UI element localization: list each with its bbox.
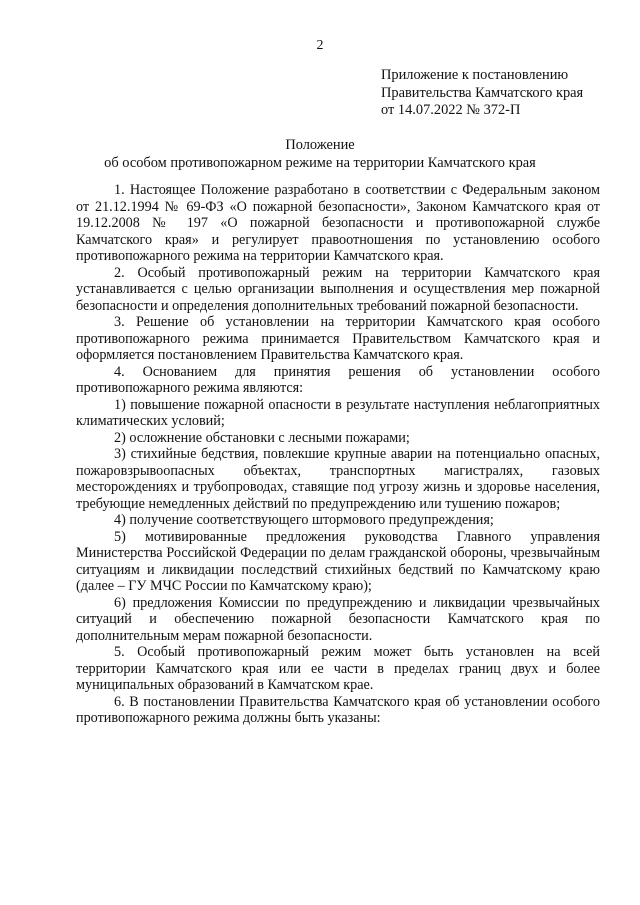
document-title <box>0 137 640 172</box>
paragraph: 4. Основанием для принятия решения об установлении особого противопожарного режима являются: <box>76 363 600 396</box>
paragraph: 2) осложнение обстановки с лесными пожарами; <box>114 429 410 446</box>
appendix-line-2: Правительства Камчатского края <box>381 84 584 101</box>
page-number: 2 <box>316 38 324 53</box>
document-body <box>76 182 600 727</box>
appendix-line-1: Приложение к постановлению <box>381 67 569 83</box>
paragraph: 2. Особый противопожарный режим на территории Камчатского края устанавливается с целью организации выполнения и осуществления мер пожарной безопасности и определения дополнительных требований пожарной безопасности. <box>76 264 600 314</box>
paragraph: 4) получение соответствующего штормового предупреждения; <box>114 512 494 528</box>
paragraph: 1) повышение пожарной опасности в результате наступления неблагоприятных климатических условий; <box>76 396 600 429</box>
title-line-1: Положение <box>285 137 355 153</box>
paragraph: 6. В постановлении Правительства Камчатского края об установлении особого противопожарного режима должны быть указаны: <box>76 693 600 726</box>
paragraph: 6) предложения Комиссии по предупреждению и ликвидации чрезвычайных ситуаций и обеспечению пожарной безопасности Камчатского края по дополнительным мерам пожарной безопасности. <box>76 594 600 644</box>
title-line-2: об особом противопожарном режиме на территории Камчатского края <box>104 154 536 171</box>
paragraph: 5) мотивированные предложения руководства Главного управления Министерства Российской Федерации по делам гражданской обороны, чрезвычайным ситуациям и ликвидации последствий стихийных бедствий по Камчатскому краю (далее – ГУ МЧС России по Камчатскому краю); <box>76 528 600 594</box>
appendix-line-3: от 14.07.2022 № 372-П <box>381 102 521 118</box>
appendix-header <box>381 67 583 120</box>
paragraph: 3. Решение об установлении на территории Камчатского края особого противопожарного режима принимается Правительством Камчатского края и оформляется постановлением Правительства Камчатского края. <box>76 314 600 363</box>
paragraph: 3) стихийные бедствия, повлекшие крупные аварии на потенциально опасных, пожаровзрывоопасных объектах, транспортных магистралях, газовых месторождениях и трубопроводах, ставящие под угрозу жизнь и здоровье населения, требующие немедленных действий по предупреждению или тушению пожаров; <box>76 446 600 512</box>
paragraph: 1. Настоящее Положение разработано в соответствии с Федеральным законом от 21.12.1994 № 69-ФЗ «О пожарной безопасности», Законом Камчатского края от 19.12.2008 № 197 «О пожарной безопасности и противопожарной службе Камчатского края» и регулирует правоотношения по установлению особого противопожарного режима на территории Камчатского края. <box>76 182 600 264</box>
paragraph: 5. Особый противопожарный режим может быть установлен на всей территории Камчатского края или ее части в пределах границ двух и более муниципальных образований в Камчатском крае. <box>76 644 600 693</box>
